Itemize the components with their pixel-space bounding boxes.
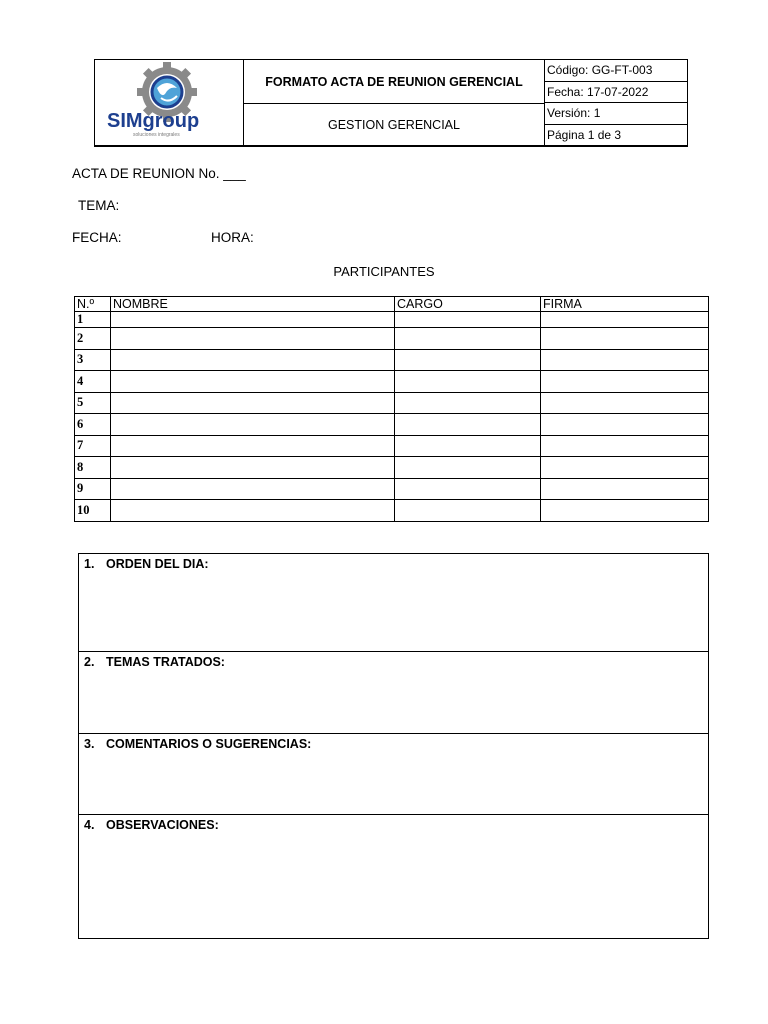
cargo-cell[interactable] (395, 312, 541, 328)
table-row (75, 328, 709, 350)
firma-cell[interactable] (541, 312, 709, 328)
cargo-cell[interactable] (395, 392, 541, 414)
table-row (75, 349, 709, 371)
codigo-label: Código: GG-FT-003 (545, 60, 688, 82)
nombre-cell[interactable] (111, 312, 395, 328)
section-temas-tratados[interactable] (79, 652, 708, 734)
column-header-number: N.º (75, 297, 111, 312)
table-row (75, 312, 709, 328)
column-header-firma: FIRMA (541, 297, 709, 312)
row-number: 5 (75, 392, 111, 414)
logo-tagline: soluciones integrales (133, 132, 180, 138)
header-info-cell (545, 60, 688, 146)
fecha-field-label: FECHA: (72, 230, 122, 245)
company-logo (95, 60, 244, 146)
row-number: 8 (75, 457, 111, 479)
nombre-cell[interactable] (111, 500, 395, 522)
fecha-label: Fecha: 17-07-2022 (545, 82, 688, 104)
sections-box (78, 553, 709, 939)
version-label: Versión: 1 (545, 103, 688, 125)
row-number: 9 (75, 478, 111, 500)
form-subtitle: GESTION GERENCIAL (328, 118, 460, 132)
firma-cell[interactable] (541, 414, 709, 436)
nombre-cell[interactable] (111, 371, 395, 393)
table-row (75, 392, 709, 414)
tema-label: TEMA: (78, 198, 120, 213)
form-title: FORMATO ACTA DE REUNION GERENCIAL (244, 60, 544, 104)
row-number: 4 (75, 371, 111, 393)
firma-cell[interactable] (541, 435, 709, 457)
table-header-row (75, 297, 709, 312)
table-row (75, 457, 709, 479)
row-number: 6 (75, 414, 111, 436)
acta-number-line: ACTA DE REUNION No. ___ (72, 166, 246, 181)
document-header (94, 59, 688, 147)
logo-cell (95, 60, 244, 146)
nombre-cell[interactable] (111, 435, 395, 457)
pagina-label: Página 1 de 3 (547, 127, 622, 142)
logo-text: SIMgroup (107, 110, 200, 132)
column-header-nombre: NOMBRE (111, 297, 395, 312)
firma-cell[interactable] (541, 500, 709, 522)
table-row (75, 371, 709, 393)
cargo-cell[interactable] (395, 414, 541, 436)
nombre-cell[interactable] (111, 349, 395, 371)
firma-cell[interactable] (541, 478, 709, 500)
header-title-cell (244, 60, 545, 146)
section-comentarios[interactable] (79, 734, 708, 815)
row-number: 10 (75, 500, 111, 522)
nombre-cell[interactable] (111, 457, 395, 479)
section-title: TEMAS TRATADOS: (106, 655, 225, 669)
row-number: 1 (75, 312, 111, 328)
cargo-cell[interactable] (395, 435, 541, 457)
table-row (75, 500, 709, 522)
cargo-cell[interactable] (395, 478, 541, 500)
firma-cell[interactable] (541, 457, 709, 479)
firma-cell[interactable] (541, 349, 709, 371)
section-title: COMENTARIOS O SUGERENCIAS: (106, 737, 312, 751)
section-title: ORDEN DEL DIA: (106, 557, 209, 571)
participants-table (74, 296, 709, 522)
section-orden-del-dia[interactable] (79, 554, 708, 652)
cargo-cell[interactable] (395, 328, 541, 350)
firma-cell[interactable] (541, 328, 709, 350)
nombre-cell[interactable] (111, 392, 395, 414)
column-header-cargo: CARGO (395, 297, 541, 312)
section-number: 3. (84, 737, 95, 751)
table-row (75, 478, 709, 500)
section-observaciones[interactable] (79, 815, 708, 938)
row-number: 7 (75, 435, 111, 457)
nombre-cell[interactable] (111, 328, 395, 350)
nombre-cell[interactable] (111, 478, 395, 500)
firma-cell[interactable] (541, 392, 709, 414)
section-number: 1. (84, 557, 95, 571)
firma-cell[interactable] (541, 371, 709, 393)
section-title: OBSERVACIONES: (106, 818, 219, 832)
cargo-cell[interactable] (395, 457, 541, 479)
cargo-cell[interactable] (395, 371, 541, 393)
table-row (75, 414, 709, 436)
row-number: 3 (75, 349, 111, 371)
table-row (75, 435, 709, 457)
nombre-cell[interactable] (111, 414, 395, 436)
hora-field-label: HORA: (211, 230, 254, 245)
participants-title: PARTICIPANTES (333, 264, 435, 279)
cargo-cell[interactable] (395, 500, 541, 522)
row-number: 2 (75, 328, 111, 350)
cargo-cell[interactable] (395, 349, 541, 371)
section-number: 4. (84, 818, 95, 832)
section-number: 2. (84, 655, 95, 669)
